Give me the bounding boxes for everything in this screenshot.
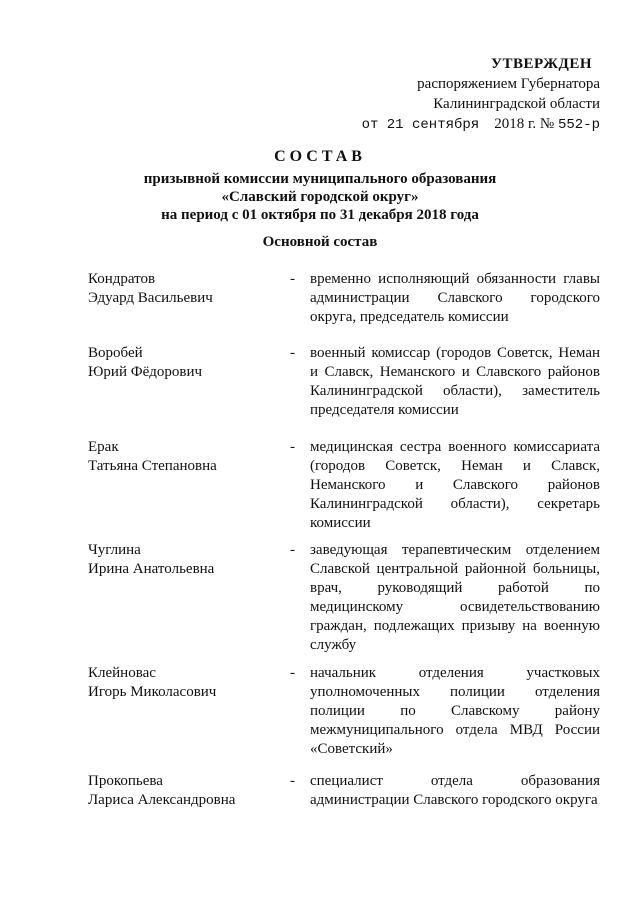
member-surname: Прокопьева [88, 773, 163, 789]
heading-line-3: на период с 01 октября по 31 декабря 2018 года [161, 207, 479, 223]
member-surname: Чуглина [88, 542, 141, 558]
member-role: военный комиссар (городов Советск, Неман и Славск, Неманского и Славского районов Калининградской области), заместитель председателя комиссии [310, 345, 600, 418]
member-name [88, 270, 278, 308]
member-given-name: Игорь Миколасович [88, 684, 217, 700]
member-role: временно исполняющий обязанности главы администрации Славского городского округа, председатель комиссии [310, 271, 600, 325]
member-surname: Воробей [88, 345, 143, 361]
approval-title: УТВЕРЖДЕН [491, 56, 592, 72]
approval-year: 2018 г. № [494, 116, 555, 132]
approval-date: от 21 сентября [361, 117, 480, 133]
member-role: специалист отдела образования администрации Славского городского округа [310, 773, 600, 808]
heading-line-2: «Славский городской округ» [221, 189, 419, 205]
document-title: СОСТАВ [274, 148, 366, 165]
heading-line-1: призывной комиссии муниципального образования [143, 171, 497, 187]
member-name [88, 541, 278, 579]
member-role: начальник отделения участковых уполномоченных полиции отделения полиции по Славскому району межмуниципального отдела МВД России «Советский» [310, 665, 600, 757]
member-surname: Клейновас [88, 665, 156, 681]
member-name [88, 344, 278, 382]
member-name [88, 664, 278, 702]
member-given-name: Лариса Александровна [88, 792, 236, 808]
member-dash: - [290, 542, 295, 558]
approval-number: 552-р [557, 117, 600, 133]
document-heading [0, 148, 640, 224]
member-surname: Кондратов [88, 271, 156, 287]
member-name [88, 438, 278, 476]
approval-block [362, 54, 600, 135]
member-given-name: Ирина Анатольевна [88, 561, 215, 577]
member-role: медицинская сестра военного комиссариата (городов Советск, Неман и Славск, Неманского и Славского районов Калининградской области), секретарь комиссии [310, 439, 600, 531]
approval-line-2: Калининградской области [433, 96, 600, 112]
member-dash: - [290, 271, 295, 287]
member-dash: - [290, 439, 295, 455]
section-title: Основной состав [262, 234, 378, 250]
member-dash: - [290, 665, 295, 681]
member-given-name: Татьяна Степановна [88, 458, 217, 474]
member-given-name: Юрий Фёдорович [88, 364, 203, 380]
member-name [88, 772, 278, 810]
member-dash: - [290, 773, 295, 789]
approval-date-line [362, 114, 600, 135]
member-dash: - [290, 345, 295, 361]
member-given-name: Эдуард Васильевич [88, 290, 213, 306]
member-surname: Ерак [88, 439, 119, 455]
member-role: заведующая терапевтическим отделением Славской центральной районной больницы, врач, руководящий работой по медицинскому освидетельствованию граждан, подлежащих призыву на военную службу [310, 542, 600, 653]
approval-line-1: распоряжением Губернатора [417, 76, 600, 92]
